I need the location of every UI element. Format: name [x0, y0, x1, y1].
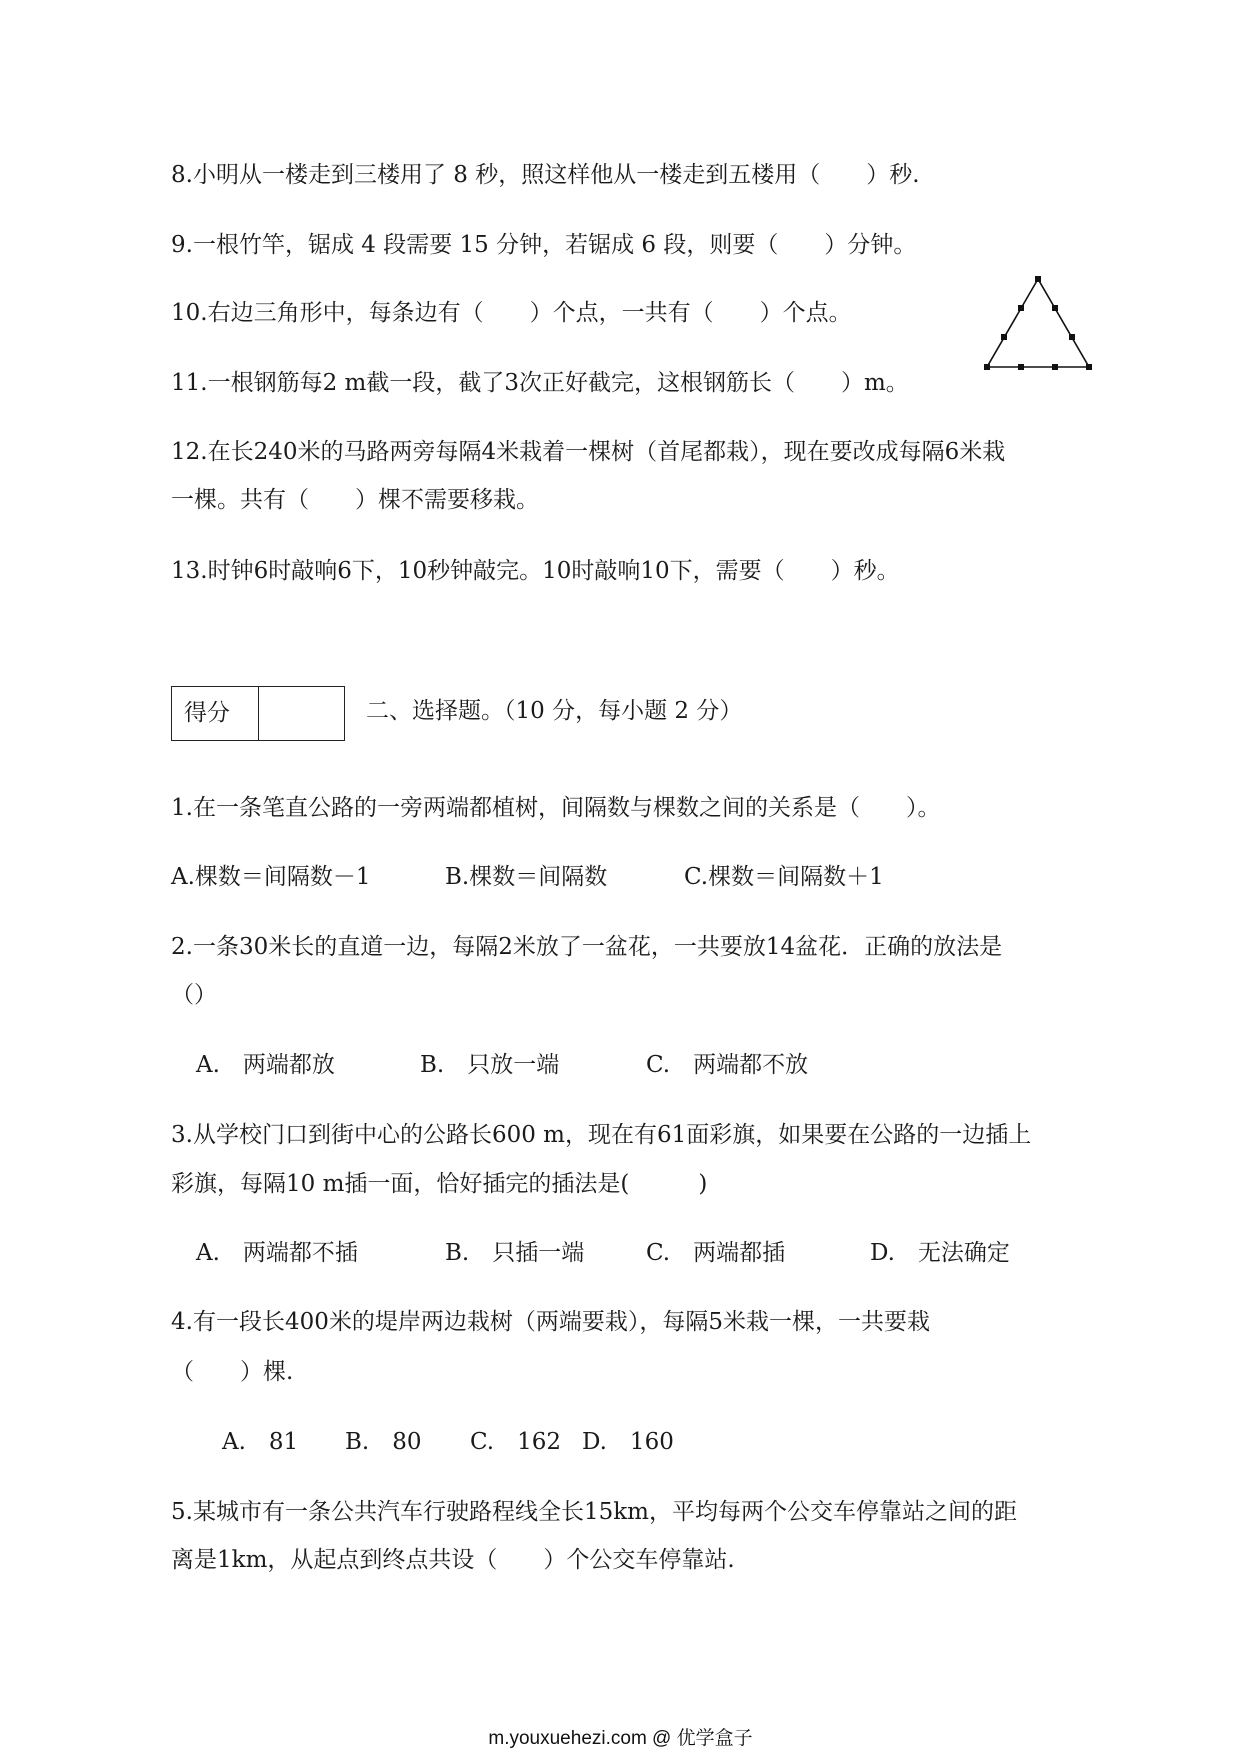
- choice-question-4-line1: 4.有一段长400米的堤岸两边栽树（两端要栽），每隔5米栽一棵，一共要栽: [171, 1309, 930, 1335]
- question-12-line2: 一棵。共有（ ）棵不需要移栽。: [171, 487, 539, 513]
- choice-question-3-line1: 3.从学校门口到街中心的公路长600 m，现在有61面彩旗，如果要在公路的一边插上: [171, 1122, 1032, 1148]
- q1-option-b: B.棵数＝间隔数: [445, 864, 608, 890]
- choice-question-1: 1.在一条笔直公路的一旁两端都植树，间隔数与棵数之间的关系是（ ）。: [171, 795, 941, 821]
- q1-option-c: C.棵数＝间隔数＋1: [684, 864, 884, 890]
- choice-question-3-line2: 彩旗，每隔10 m插一面，恰好插完的插法是( ): [171, 1171, 708, 1197]
- q2-option-b: B. 只放一端: [420, 1052, 560, 1078]
- question-8: 8.小明从一楼走到三楼用了 8 秒，照这样他从一楼走到五楼用（ ）秒.: [171, 162, 920, 188]
- section-title: 二、选择题。（10 分，每小题 2 分）: [366, 698, 743, 724]
- triangle-dots: [984, 276, 1092, 370]
- choice-question-4-line2: （ ）棵.: [171, 1359, 294, 1385]
- q4-option-b: B. 80: [345, 1429, 422, 1455]
- q3-option-b: B. 只插一端: [445, 1240, 585, 1266]
- question-11: 11.一根钢筋每2 m截一段，截了3次正好截完，这根钢筋长（ ）m。: [171, 370, 909, 396]
- choice-question-2-line2: （）: [171, 982, 217, 1008]
- q3-option-c: C. 两端都插: [646, 1240, 786, 1266]
- q2-option-a: A. 两端都放: [196, 1052, 335, 1078]
- q4-option-a: A. 81: [222, 1429, 299, 1455]
- q4-option-c: C. 162: [470, 1429, 561, 1455]
- q4-option-d: D. 160: [582, 1429, 674, 1455]
- footer-watermark: m.youxuehezi.com @ 优学盒子: [488, 1728, 753, 1749]
- question-10: 10.右边三角形中，每条边有（ ）个点，一共有（ ）个点。: [171, 300, 852, 326]
- q3-option-d: D. 无法确定: [870, 1240, 1010, 1266]
- q3-option-a: A. 两端都不插: [196, 1240, 358, 1266]
- question-13: 13.时钟6时敲响6下，10秒钟敲完。10时敲响10下，需要（ ）秒。: [171, 558, 900, 584]
- question-9: 9.一根竹竿，锯成 4 段需要 15 分钟，若锯成 6 段，则要（ ）分钟。: [171, 232, 917, 258]
- score-blank: [259, 687, 344, 740]
- q2-option-c: C. 两端都不放: [646, 1052, 809, 1078]
- score-box: [171, 686, 345, 741]
- q1-option-a: A.棵数＝间隔数－1: [171, 864, 371, 890]
- question-12-line1: 12.在长240米的马路两旁每隔4米栽着一棵树（首尾都栽），现在要改成每隔6米栽: [171, 439, 1006, 465]
- score-label: 得分: [172, 687, 259, 740]
- choice-question-2-line1: 2.一条30米长的直道一边，每隔2米放了一盆花，一共要放14盆花．正确的放法是: [171, 934, 1003, 960]
- choice-question-5-line2: 离是1km，从起点到终点共设（ ）个公交车停靠站.: [171, 1547, 735, 1573]
- dotted-triangle-icon: [983, 275, 1093, 375]
- choice-question-5-line1: 5.某城市有一条公共汽车行驶路程线全长15km，平均每两个公交车停靠站之间的距: [171, 1499, 1017, 1525]
